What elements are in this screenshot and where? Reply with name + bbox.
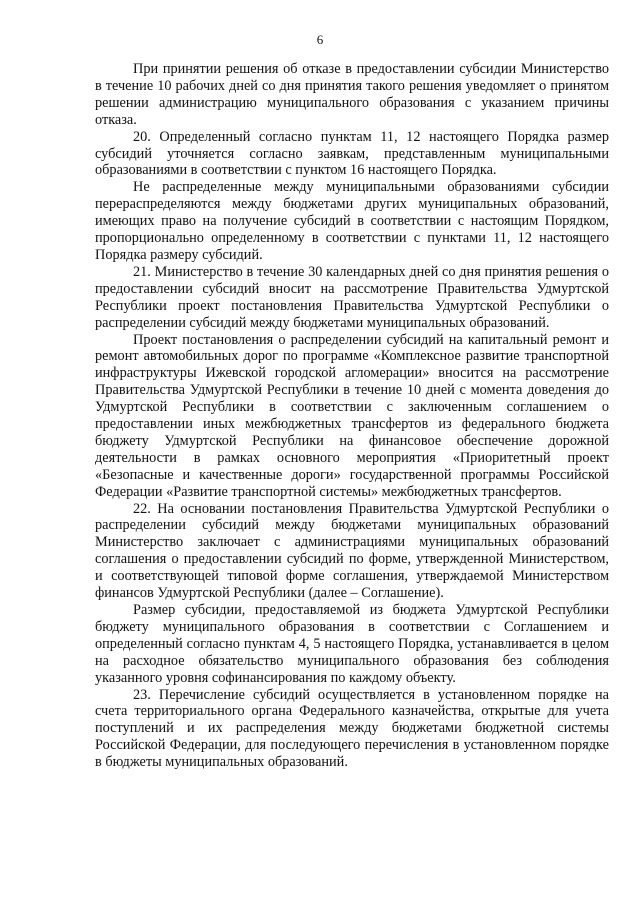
paragraph-21: 21. Министерство в течение 30 календарных дней со дня принятия решения о предоставлении субсидий вносит на рассмотрение Правительства Удмуртской Республики проект постановления Правительства Удмуртской Республики о распределении субсидий между бюджетами муниципальных образований. (95, 263, 609, 331)
paragraph-redistribution: Не распределенные между муниципальными образованиями субсидии перераспределяются между бюджетами других муниципальных образований, имеющих право на получение субсидий в соответствии с настоящим Порядком, пропорционально определенному в соответствии с пунктами 11, 12 настоящего Порядка размеру субсидий. (95, 179, 609, 263)
page-number: 6 (316, 32, 324, 47)
paragraph-23: 23. Перечисление субсидий осуществляется в установленном порядке на счета территориального органа Федерального казначейства, открытые для учета поступлений и их распределения между бюджетами бюджетной системы Российской Федерации, для последующего перечисления в установленном порядке в бюджеты муниципальных образований. (95, 686, 609, 771)
paragraph-refusal-notice: При принятии решения об отказе в предоставлении субсидии Министерство в течение 10 рабочих дней со дня принятия такого решения уведомляет о принятом решении администрацию муниципального образования с указанием причины отказа. (95, 61, 609, 128)
paragraph-subsidy-size: Размер субсидии, предоставляемой из бюджета Удмуртской Республики бюджету муниципального образования в соответствии с Соглашением и определенный согласно пунктам 4, 5 настоящего Порядка, устанавливается в целом на расходное обязательство муниципального образования без соблюдения указанного уровня софинансирования по каждому объекту. (95, 602, 609, 686)
document-body (95, 61, 609, 771)
paragraph-22: 22. На основании постановления Правительства Удмуртской Республики о распределении субсидий между бюджетами муниципальных образований Министерство заключает с администрациями муниципальных образований соглашения о предоставлении субсидий по форме, утвержденной Министерством, и соответствующей типовой форме соглашения, утверждаемой Министерством финансов Удмуртской Республики (далее – Соглашение). (95, 500, 609, 602)
paragraph-20: 20. Определенный согласно пунктам 11, 12 настоящего Порядка размер субсидий уточняется согласно заявкам, представленным муниципальными образованиями в соответствии с пунктом 16 настоящего Порядка. (95, 128, 609, 179)
paragraph-draft-resolution: Проект постановления о распределении субсидий на капитальный ремонт и ремонт автомобильных дорог по программе «Комплексное развитие транспортной инфраструктуры Ижевской городской агломерации» вносится на рассмотрение Правительства Удмуртской Республики в течение 10 дней с момента доведения до Удмуртской Республики в соответствии с заключенным соглашением о предоставлении иных межбюджетных трансфертов из федерального бюджета бюджету Удмуртской Республики на финансовое обеспечение дорожной деятельности в рамках основного мероприятия «Приоритетный проект «Безопасные и качественные дороги» государственной программы Российской Федерации «Развитие транспортной системы» межбюджетных трансфертов. (95, 331, 609, 500)
